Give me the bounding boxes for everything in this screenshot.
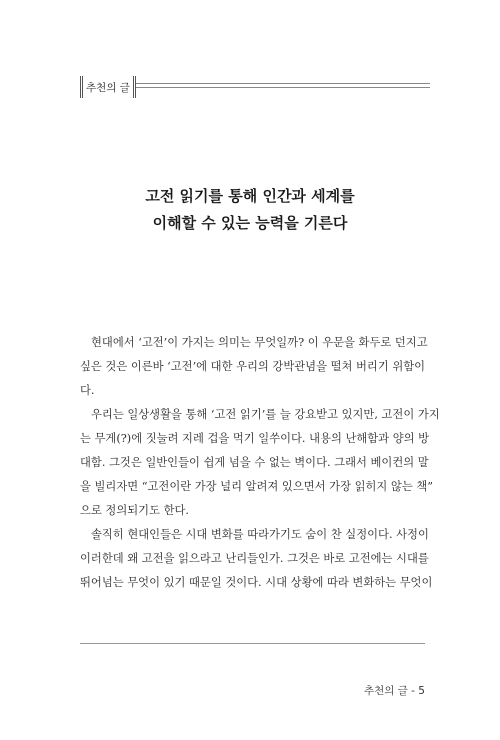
text-line: 다. bbox=[80, 384, 95, 397]
text-line: 는 무게(?)에 짓눌려 지레 겁을 먹기 일쑤이다. 내용의 난해함과 양의 방 bbox=[80, 432, 430, 445]
text-line: 싶은 것은 이른바 ‘고전’에 대한 우리의 강박관념을 떨쳐 버리기 위함이 bbox=[80, 360, 426, 373]
section-title bbox=[60, 183, 440, 237]
title-line-2: 이해할 수 있는 능력을 기른다 bbox=[152, 214, 348, 232]
text-line: 으로 정의되기도 한다. bbox=[80, 504, 189, 517]
header-label: 추천의 글 bbox=[80, 76, 136, 98]
text-line: 대함. 그것은 일반인들이 쉽게 넘을 수 없는 벽이다. 그래서 베이컨의 말 bbox=[80, 456, 429, 469]
title-line-1: 고전 읽기를 통해 인간과 세계를 bbox=[145, 187, 355, 205]
paragraph-2 bbox=[80, 403, 440, 523]
text-line: 을 빌리자면 “고전이란 가장 널리 알려져 있으면서 가장 읽히지 않는 책” bbox=[80, 480, 434, 493]
paragraph-1 bbox=[80, 331, 428, 403]
footer-rule bbox=[80, 643, 425, 644]
running-header bbox=[80, 76, 430, 100]
body-text bbox=[80, 331, 440, 595]
page-footer: 추천의 글 - 5 bbox=[363, 685, 425, 697]
text-line: 뛰어넘는 무엇이 있기 때문일 것이다. 시대 상황에 따라 변화하는 무엇이 bbox=[80, 576, 433, 589]
text-line: 현대에서 ‘고전’이 가지는 의미는 무엇일까? 이 우문을 화두로 던지고 bbox=[91, 336, 428, 349]
text-line: 솔직히 현대인들은 시대 변화를 따라가기도 숨이 찬 실정이다. 사정이 bbox=[91, 528, 429, 541]
text-line: 이러한데 왜 고전을 읽으라고 난리들인가. 그것은 바로 고전에는 시대를 bbox=[80, 552, 429, 565]
paragraph-3 bbox=[80, 523, 433, 595]
text-line: 우리는 일상생활을 통해 ‘고전 읽기’를 늘 강요받고 있지만, 고전이 가지 bbox=[91, 408, 440, 421]
header-double-rule bbox=[136, 83, 430, 88]
